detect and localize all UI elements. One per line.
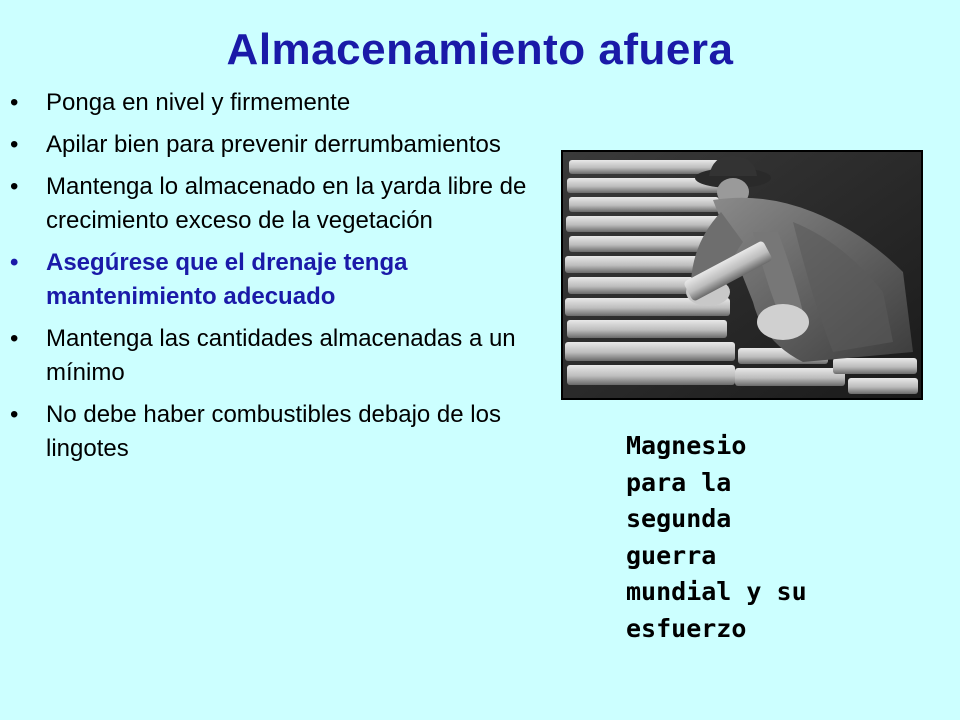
bullet-dot-icon: • [10,89,19,116]
bullet-text: Apilar bien para prevenir derrumbamientos [46,131,501,158]
bullet-text: Mantenga las cantidades almacenadas a un mínimo [46,325,516,386]
bullet-list [0,86,560,474]
bullet-text: Ponga en nivel y firmemente [46,89,351,116]
bullet-item-level [0,86,560,120]
worker-stacking-ingots-photo [561,150,923,400]
bullet-dot-icon: • [10,401,19,428]
bullet-text: Mantenga lo almacenado en la yarda libre de crecimiento exceso de la vegetación [46,173,527,234]
bullet-text: No debe haber combustibles debajo de los lingotes [46,401,501,462]
bullet-text: Asegúrese que el drenaje tenga mantenimiento adecuado [46,249,408,310]
bullet-dot-icon: • [10,325,19,352]
bullet-dot-icon: • [10,249,19,276]
bullet-item-stack [0,128,560,162]
bullet-item-fuel [0,398,560,466]
photo-caption: Magnesio para la segunda guerra mundial y su esfuerzo [626,431,807,643]
bullet-dot-icon: • [10,173,19,200]
bullet-item-quantities [0,322,560,390]
slide-title: Almacenamiento afuera [226,25,734,74]
bullet-dot-icon: • [10,131,19,158]
bullet-item-drainage [0,246,560,314]
bullet-item-vegetation [0,170,560,238]
photo-illustration [563,152,921,398]
